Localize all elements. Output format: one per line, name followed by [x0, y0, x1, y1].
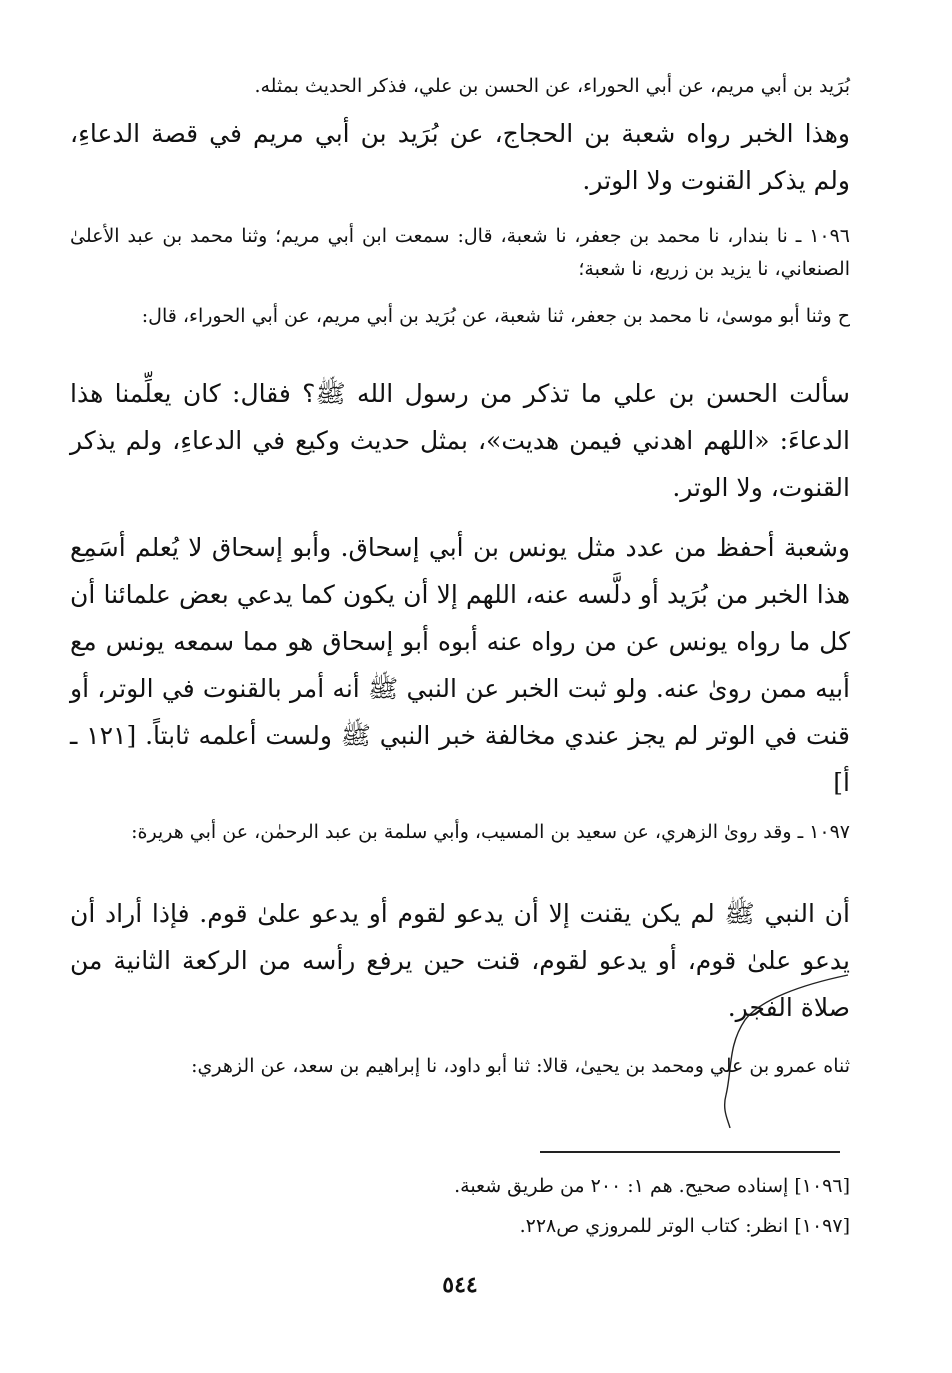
paragraph-narration-continuation: بُرَيد بن أبي مريم، عن أبي الحوراء، عن الحسن بن علي، فذكر الحديث بمثله. [254, 75, 850, 97]
footnote-1096: [١٠٩٦] إسناده صحيح. هم ١: ٢٠٠ من طريق شعبة. [454, 1175, 850, 1197]
paragraph-hadith-1097-matn: أن النبي ﷺ لم يكن يقنت إلا أن يدعو لقوم أو يدعو علىٰ قوم. فإذا أراد أن يدعو علىٰ قوم، أو يدعو لقوم، قنت حين يرفع رأسه من الركعة الثانية من صلاة الفجر. [70, 899, 850, 1022]
footnote-1097: [١٠٩٧] انظر: كتاب الوتر للمروزي ص٢٢٨. [519, 1215, 850, 1237]
paragraph-hadith-1097-isnad: ١٠٩٧ ـ وقد روىٰ الزهري، عن سعيد بن المسيب، وأبي سلمة بن عبد الرحمٰن، عن أبي هريرة: [131, 821, 850, 843]
page-number: ٥٤٤ [442, 1272, 478, 1298]
paragraph-commentary-yunus: وشعبة أحفظ من عدد مثل يونس بن أبي إسحاق. وأبو إسحاق لا يُعلم أسَمِع هذا الخبر من بُرَيد أو دلَّسه عنه، اللهم إلا أن يكون كما يدعي بعض علمائنا أن كل ما رواه يونس عن من رواه عنه أبوه أبو إسحاق هو مما سمعه يونس مع أبيه ممن روىٰ عنه. ولو ثبت الخبر عن النبي ﷺ أنه أمر بالقنوت في الوتر، أو قنت في الوتر لم يجز عندي مخالفة خبر النبي ﷺ ولست أعلمه ثابتاً. [١٢١ ـ أ] [70, 533, 850, 797]
footnote-divider [540, 1151, 840, 1153]
paragraph-hadith-1096-isnad-2: ح وثنا أبو موسىٰ، نا محمد بن جعفر، ثنا شعبة، عن بُرَيد بن أبي مريم، عن أبي الحوراء، قال: [141, 305, 850, 327]
paragraph-commentary-shuba: وهذا الخبر رواه شعبة بن الحجاج، عن بُرَيد بن أبي مريم في قصة الدعاءِ، ولم يذكر القنوت ولا الوتر. [70, 119, 850, 195]
paragraph-hadith-1096-matn: سألت الحسن بن علي ما تذكر من رسول الله ﷺ؟ فقال: كان يعلِّمنا هذا الدعاءَ: «اللهم اهدني فيمن هديت»، بمثل حديث وكيع في الدعاءِ، ولم يذكر القنوت، ولا الوتر. [70, 379, 850, 502]
paragraph-hadith-1096-isnad: ١٠٩٦ ـ نا بندار، نا محمد بن جعفر، نا شعبة، قال: سمعت ابن أبي مريم؛ وثنا محمد بن عبد الأعلىٰ الصنعاني، نا يزيد بن زريع، نا شعبة؛ [70, 225, 851, 280]
book-page [70, 0, 850, 1373]
paragraph-hadith-1097-isnad-2: ثناه عمرو بن علي ومحمد بن يحيىٰ، قالا: ثنا أبو داود، نا إبراهيم بن سعد، عن الزهري: [191, 1055, 850, 1077]
